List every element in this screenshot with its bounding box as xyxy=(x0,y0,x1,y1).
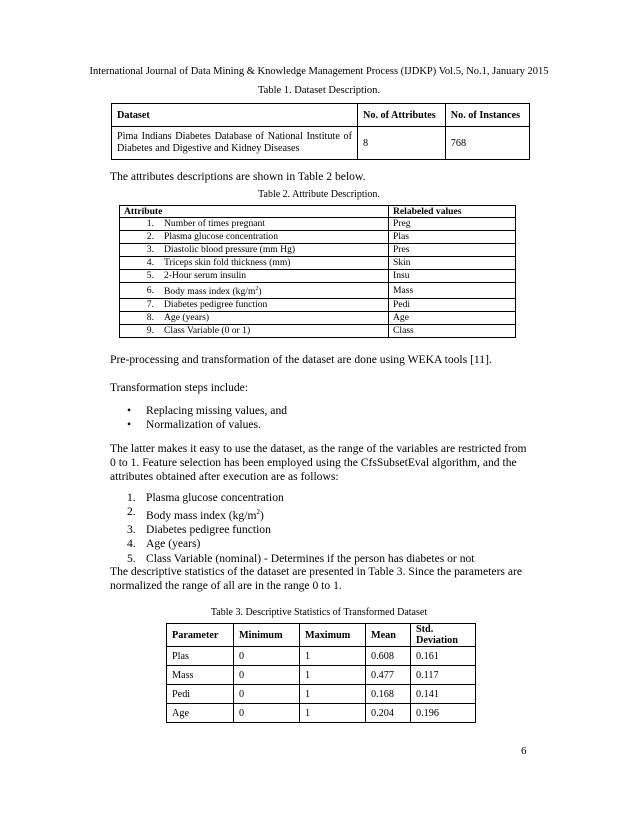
table2-header-cell: Attribute xyxy=(120,206,389,218)
table3-cell: 0.117 xyxy=(411,666,476,685)
table1-dataset-description xyxy=(111,103,530,160)
bullet-list xyxy=(127,404,527,432)
table-row xyxy=(120,218,516,231)
list-number: 1. xyxy=(127,491,136,504)
attribute-name: Age (years) xyxy=(160,312,389,325)
table1-caption: Table 1. Dataset Description. xyxy=(257,85,381,96)
row-number: 1. xyxy=(120,218,161,231)
table1-cell: 768 xyxy=(445,127,529,160)
paragraph: Pre-processing and transformation of the dataset are done using WEKA tools [11]. xyxy=(110,353,492,366)
table2-header-row xyxy=(120,206,516,218)
attribute-name: Diastolic blood pressure (mm Hg) xyxy=(160,244,389,257)
table-row xyxy=(167,685,476,704)
list-number: 2. xyxy=(127,505,136,519)
attribute-name: Triceps skin fold thickness (mm) xyxy=(160,257,389,270)
row-number: 9. xyxy=(120,325,161,338)
relabeled-value: Pedi xyxy=(389,299,516,312)
paragraph: The latter makes it easy to use the dataset, as the range of the variables are restricted from 0 to 1. Feature selection has been employed using the CfsSubsetEval algorithm, and the attributes obtained after execution are as follows: xyxy=(110,442,527,484)
table3-cell: 0 xyxy=(234,666,300,685)
table3-cell: 0.204 xyxy=(366,704,411,723)
row-number: 3. xyxy=(120,244,161,257)
row-number: 6. xyxy=(120,283,161,299)
table-row xyxy=(120,244,516,257)
relabeled-value: Class xyxy=(389,325,516,338)
relabeled-value: Age xyxy=(389,312,516,325)
list-number: 3. xyxy=(127,523,136,537)
table1-cell: 8 xyxy=(358,127,446,160)
table3-header-cell: Maximum xyxy=(300,624,366,647)
list-item-text: Normalization of values. xyxy=(146,418,261,432)
paragraph: The attributes descriptions are shown in Table 2 below. xyxy=(110,170,366,183)
table3-cell: Pedi xyxy=(167,685,234,704)
attribute-name-tail: ) xyxy=(258,286,262,298)
table-row xyxy=(120,270,516,283)
list-item-text: Replacing missing values, and xyxy=(146,404,288,417)
row-number: 5. xyxy=(120,270,161,283)
table3-header-cell: Mean xyxy=(366,624,411,647)
list-item xyxy=(127,552,537,566)
table3-cell: 1 xyxy=(300,685,366,704)
relabeled-value: Preg xyxy=(389,218,516,231)
table1-header-cell: No. of Attributes xyxy=(358,104,446,127)
list-item-text: Age (years) xyxy=(146,537,201,551)
table1-header-cell: No. of Instances xyxy=(445,104,529,127)
attribute-name: Diabetes pedigree function xyxy=(160,299,389,312)
numbered-list xyxy=(127,491,537,566)
table3-caption: Table 3. Descriptive Statistics of Transformed Dataset xyxy=(210,607,428,618)
list-number: 4. xyxy=(127,537,136,551)
table3-cell: 0 xyxy=(234,647,300,666)
paragraph: Transformation steps include: xyxy=(110,381,249,394)
table3-cell: 0 xyxy=(234,685,300,704)
table-row xyxy=(112,127,530,160)
table-row xyxy=(167,647,476,666)
row-number: 7. xyxy=(120,299,161,312)
table2-attribute-description xyxy=(119,205,516,338)
row-number: 8. xyxy=(120,312,161,325)
table3-cell: 0.141 xyxy=(411,685,476,704)
table3-header-row xyxy=(167,624,476,647)
list-item xyxy=(127,404,527,418)
list-item xyxy=(127,537,537,551)
row-number: 2. xyxy=(120,231,161,244)
superscript: 2 xyxy=(256,508,260,517)
relabeled-value: Mass xyxy=(389,283,516,299)
list-item-tail: ) xyxy=(259,509,264,523)
paragraph: The descriptive statistics of the dataset are presented in Table 3. Since the parameters are normalized the range of all are in the range 0 to 1. xyxy=(110,565,522,593)
table-row xyxy=(120,231,516,244)
table3-cell: 0.477 xyxy=(366,666,411,685)
list-number: 5. xyxy=(127,551,136,565)
table3-cell: Age xyxy=(167,704,234,723)
table3-cell: 0.196 xyxy=(411,704,476,723)
table3-header-cell: Parameter xyxy=(167,624,234,647)
attribute-name: Class Variable (0 or 1) xyxy=(160,325,389,338)
list-item xyxy=(127,418,527,432)
list-item-text: Plasma glucose concentration xyxy=(146,491,284,504)
table-row xyxy=(120,257,516,270)
relabeled-value: Plas xyxy=(389,231,516,244)
running-header: International Journal of Data Mining & Knowledge Management Process (IJDKP) Vol.5, No.1, January 2015 xyxy=(89,66,549,77)
bullet-icon: • xyxy=(127,404,132,417)
table-row xyxy=(120,299,516,312)
table3-cell: 0.161 xyxy=(411,647,476,666)
table3-descriptive-statistics xyxy=(166,623,476,723)
table3-header-cell: Std. Deviation xyxy=(411,624,476,647)
list-item-text: Body mass index (kg/m xyxy=(146,509,257,523)
table3-header-cell: Minimum xyxy=(234,624,300,647)
list-item-text: Diabetes pedigree function xyxy=(146,523,271,537)
attribute-name xyxy=(160,283,389,299)
table-row xyxy=(167,666,476,685)
table3-cell: 0.168 xyxy=(366,685,411,704)
table-row xyxy=(120,283,516,299)
table3-cell: 1 xyxy=(300,704,366,723)
list-item xyxy=(127,505,537,523)
table-row xyxy=(120,325,516,338)
table3-cell: 1 xyxy=(300,666,366,685)
bullet-icon: • xyxy=(127,418,132,432)
table3-cell: 0.608 xyxy=(366,647,411,666)
page-number: 6 xyxy=(521,745,527,757)
table1-header-cell: Dataset xyxy=(112,104,358,127)
attribute-name: 2-Hour serum insulin xyxy=(160,270,389,283)
relabeled-value: Skin xyxy=(389,257,516,270)
list-item xyxy=(127,491,537,505)
relabeled-value: Insu xyxy=(389,270,516,283)
table3-cell: 0 xyxy=(234,704,300,723)
table-row xyxy=(120,312,516,325)
table1-header-row xyxy=(112,104,530,127)
table3-cell: 1 xyxy=(300,647,366,666)
table3-cell: Mass xyxy=(167,666,234,685)
table2-caption: Table 2. Attribute Description. xyxy=(258,189,380,200)
list-item xyxy=(127,523,537,537)
attribute-name-text: Body mass index (kg/m xyxy=(164,286,256,298)
row-number: 4. xyxy=(120,257,161,270)
table2-header-cell: Relabeled values xyxy=(389,206,516,218)
table1-cell: Pima Indians Diabetes Database of National Institute of Diabetes and Digestive and Kidney Diseases xyxy=(112,127,358,160)
attribute-name: Plasma glucose concentration xyxy=(160,231,389,244)
table-row xyxy=(167,704,476,723)
relabeled-value: Pres xyxy=(389,244,516,257)
table3-cell: Plas xyxy=(167,647,234,666)
list-item-text: Class Variable (nominal) - Determines if the person has diabetes or not xyxy=(146,551,475,565)
superscript: 2 xyxy=(255,286,259,292)
attribute-name: Number of times pregnant xyxy=(160,218,389,231)
